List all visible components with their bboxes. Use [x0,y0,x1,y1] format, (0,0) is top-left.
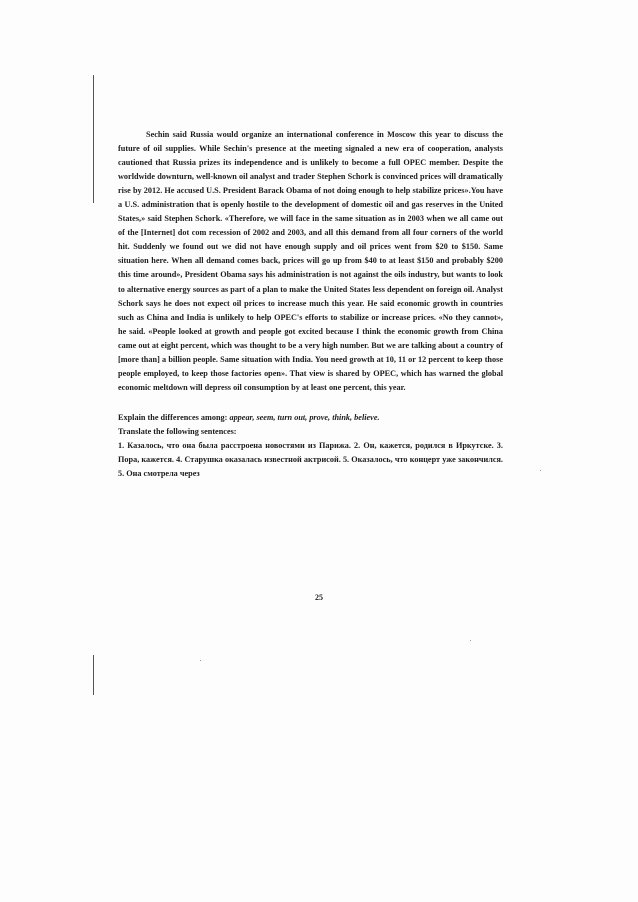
page-content [118,128,503,481]
main-paragraph: Sechin said Russia would organize an international conference in Moscow this year to discuss the future of oil supplies. While Sechin's presence at the meeting signaled a new era of cooperation, analysts cautioned that Russia prizes its independence and is unlikely to become a full OPEC member. Despite the worldwide downturn, well-known oil analyst and trader Stephen Schork is convinced prices will dramatically rise by 2012. He accused U.S. President Barack Obama of not doing enough to help stabilize prices».You have a U.S. administration that is openly hostile to the development of domestic oil and gas reserves in the United States,» said Stephen Schork. «Therefore, we will face in the same situation as in 2003 when we all came out of the [Internet] dot com recession of 2002 and 2003, and all this demand from all four corners of the world hit. Suddenly we found out we did not have enough supply and oil prices went from $20 to $150. Same situation here. When all demand comes back, prices will go up from $40 to at least $150 and probably $200 this time around», President Obama says his administration is not against the oils industry, but wants to look to alternative energy sources as part of a plan to make the United States less dependent on foreign oil. Analyst Schork says he does not expect oil prices to increase much this year. He said economic growth in countries such as China and India is unlikely to help OPEC's efforts to stabilize or increase prices. «No they cannot», he said. «People looked at growth and people got excited because I think the economic growth from China came out at eight percent, which was thought to be a very high number. But we are talking about a country of [more than] a billion people. Same situation with India. You need growth at 10, 11 or 12 percent to keep those people employed, to keep those factories open». That view is shared by OPEC, which has warned the global economic meltdown will depress oil consumption by at least one percent, this year. [118,130,503,392]
scan-speck [200,660,201,661]
exercise-heading-terms: appear, seem, turn out, prove, think, believe. [229,412,380,422]
translate-heading: Translate the following sentences: [118,426,237,436]
exercise-heading [118,411,503,425]
exercise-heading-prefix: Explain the differences among: [118,412,230,422]
translation-sentences: 1. Казалось, что она была расстроена новостями из Парижа. 2. Он, кажется, родился в Иркутске. 3. Пора, кажется. 4. Старушка оказалась известной актрисой. 5. Оказалось, что концерт уже закончился. 5. Она смотрела через [118,440,503,479]
scan-speck [540,470,541,471]
scan-edge-line [93,75,94,203]
scan-speck [470,640,471,641]
page-number: 25 [315,593,323,602]
scan-edge-line [93,655,94,695]
